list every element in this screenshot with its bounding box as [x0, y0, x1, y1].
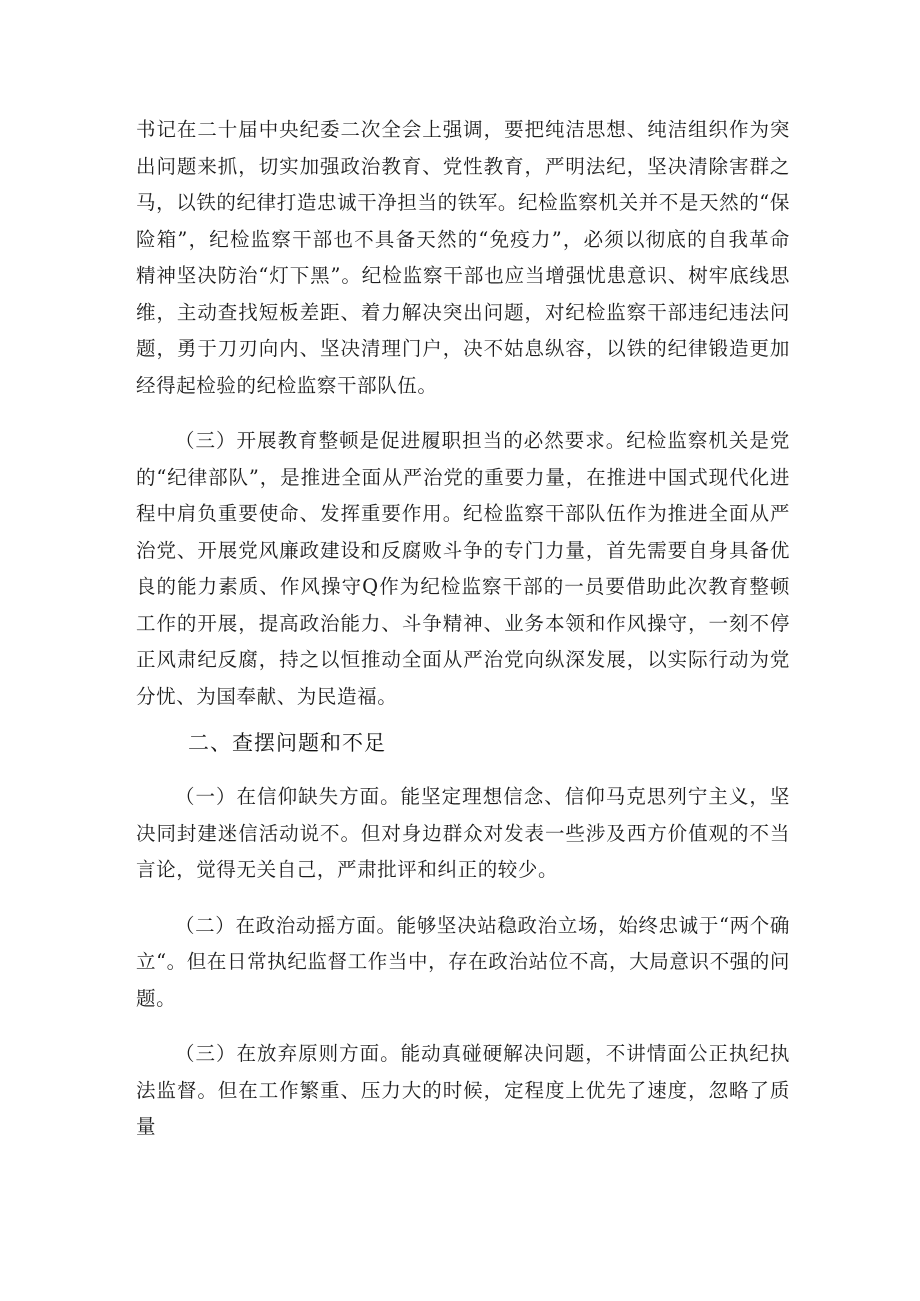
paragraph-continuation: 书记在二十届中央纪委二次全会上强调，要把纯洁思想、纯洁组织作为突出问题来抓，切实加强政治教育、党性教育，严明法纪，坚决清除害群之马，以铁的纪律打造忠诚干净担当的铁军。纪检监察机关并不是天然的“保险箱”，纪检监察干部也不具备天然的“免疫力”，必须以彻底的自我革命精神坚决防治“灯下黑”。纪检监察干部也应当增强忧患意识、树牢底线思维，主动查找短板差距、着力解决突出问题，对纪检监察干部违纪违法问题，勇于刀刃向内、坚决清理门户，决不姑息纵容，以铁的纪律锻造更加经得起检验的纪检监察干部队伍。: [136, 118, 790, 397]
section-heading: 二、查摆问题和不足: [188, 731, 386, 755]
paragraph-section-three: （三）开展教育整顿是促进履职担当的必然要求。纪检监察机关是党的“纪律部队”，是推进全面从严治党的重要力量，在推进中国式现代化进程中肩负重要使命、发挥重要作用。纪检监察干部队伍作为推进全面从严治党、开展党风廉政建设和反腐败斗争的专门力量，首先需要自身具备优良的能力素质、作风操守Q作为纪检监察干部的一员要借助此次教育整顿工作的开展，提高政治能力、斗争精神、业务本领和作风操守，一刻不停正风肃纪反腐，持之以恒推动全面从严治党向纵深发展，以实际行动为党分忧、为国奉献、为民造福。: [136, 429, 790, 708]
document-body: [136, 112, 790, 1146]
paragraph-problem-1: （一）在信仰缺失方面。能坚定理想信念、信仰马克思列宁主义，坚决同封建迷信活动说不。但对身边群众对发表一些涉及西方价值观的不当言论，觉得无关自己，严肃批评和纠正的较少。: [136, 785, 790, 881]
paragraph-problem-3: （三）在放弃原则方面。能动真碰硬解决问题，不讲情面公正执纪执法监督。但在工作繁重、压力大的时候，定程度上优先了速度，忽略了质量: [136, 1042, 790, 1138]
paragraph-problem-2: （二）在政治动摇方面。能够坚决站稳政治立场，始终忠诚于“两个确立“。但在日常执纪监督工作当中，存在政治站位不高，大局意识不强的问题。: [136, 913, 790, 1010]
